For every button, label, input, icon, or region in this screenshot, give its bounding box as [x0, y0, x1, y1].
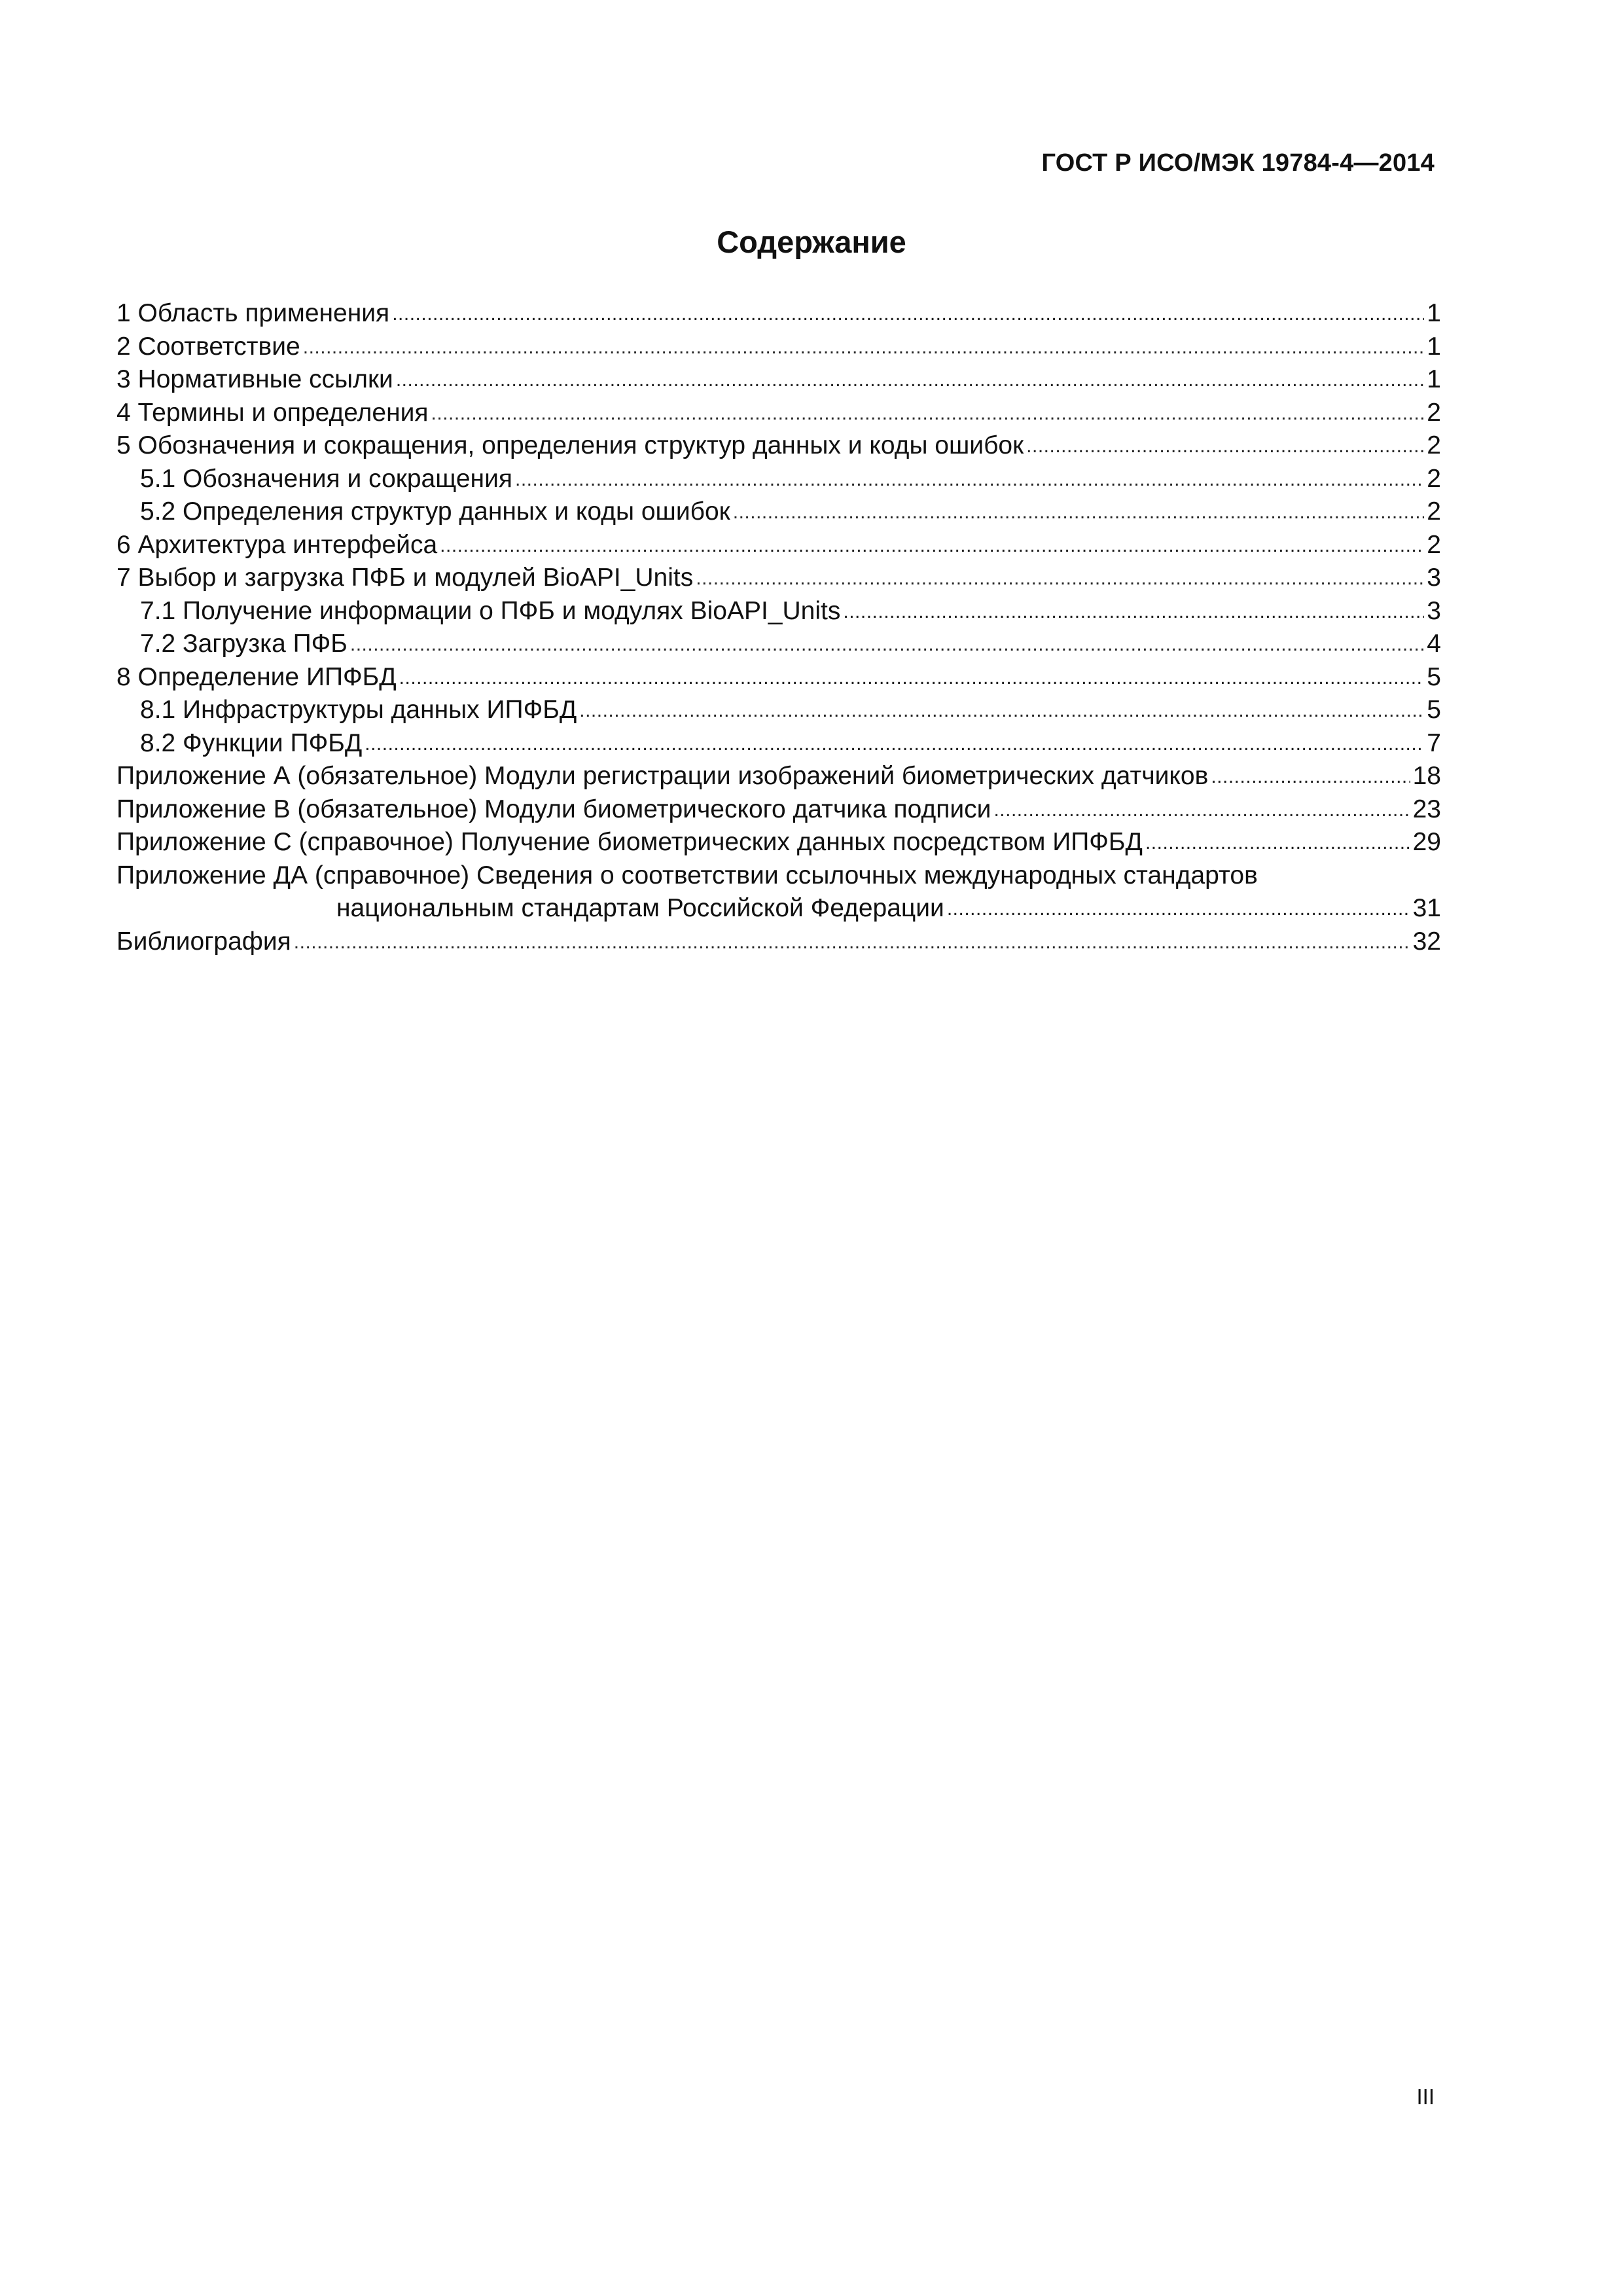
toc-entry-title: Приложение В (обязательное) Модули биометрического датчика подписи [116, 795, 991, 823]
toc-entry-title: 4 Термины и определения [116, 398, 429, 427]
dot-leader [399, 660, 1425, 695]
toc-entry[interactable] [116, 826, 1441, 859]
toc-entry-title: 8.2 Функции ПФБД [140, 728, 363, 757]
toc-entry-page: 4 [1427, 630, 1441, 658]
dot-leader [947, 891, 1410, 926]
toc-entry-page: 2 [1427, 530, 1441, 559]
toc-entry-title: 5.2 Определения структур данных и коды ошибок [140, 497, 730, 526]
toc-entry-title: Приложение А (обязательное) Модули регистрации изображений биометрических датчиков [116, 762, 1209, 790]
dot-leader [392, 296, 1424, 331]
toc-entry-page: 1 [1427, 299, 1441, 327]
dot-leader [733, 494, 1425, 529]
toc-entry-page: 32 [1412, 927, 1441, 956]
dot-leader [396, 362, 1424, 397]
toc-entry[interactable] [116, 397, 1441, 430]
toc-entry[interactable] [116, 628, 1441, 661]
toc-entry[interactable] [116, 297, 1441, 331]
toc-entry[interactable] [116, 495, 1441, 529]
toc-entry-page: 2 [1427, 398, 1441, 427]
dot-leader [365, 726, 1424, 761]
toc-entry-title: 7.1 Получение информации о ПФБ и модулях BioAPI_Units [140, 596, 841, 625]
toc-entry-page: 3 [1427, 596, 1441, 625]
dot-leader [431, 395, 1425, 431]
toc-entry[interactable] [116, 925, 1441, 959]
toc-entry-title: 2 Соответствие [116, 332, 300, 361]
toc-entry-title: 7 Выбор и загрузка ПФБ и модулей BioAPI_Units [116, 564, 694, 592]
toc-entry[interactable] [116, 363, 1441, 397]
toc-entry-title: 8 Определение ИПФБД [116, 662, 397, 691]
toc-entry-page: 23 [1412, 795, 1441, 823]
toc-entry-page: 1 [1427, 332, 1441, 361]
dot-leader [303, 329, 1425, 365]
dot-leader [843, 594, 1424, 629]
toc-entry-continuation[interactable] [116, 892, 1441, 925]
dot-leader [350, 626, 1424, 662]
dot-leader [696, 560, 1424, 596]
toc-entry-page: 1 [1427, 365, 1441, 393]
page-number: III [1416, 2085, 1435, 2109]
toc-entry-title: 6 Архитектура интерфейса [116, 530, 438, 559]
toc-entry-title: 7.2 Загрузка ПФБ [140, 630, 348, 658]
toc-entry-title: 5 Обозначения и сокращения, определения структур данных и коды ошибок [116, 431, 1024, 459]
toc-entry-page: 7 [1427, 728, 1441, 757]
document-id: ГОСТ Р ИСО/МЭК 19784-4—2014 [1041, 149, 1435, 177]
dot-leader [1026, 428, 1424, 463]
toc-title: Содержание [717, 224, 906, 259]
toc-entry-page: 5 [1427, 696, 1441, 724]
toc-entry-first-line[interactable] [116, 859, 1441, 893]
toc-entry[interactable] [116, 760, 1441, 793]
toc-entry-page: 2 [1427, 431, 1441, 459]
toc-entry[interactable] [116, 331, 1441, 364]
toc-entry-page: 2 [1427, 497, 1441, 526]
dot-leader [294, 924, 1410, 960]
toc-entry[interactable] [116, 793, 1441, 827]
toc-entry-title: 5.1 Обозначения и сокращения [140, 464, 512, 493]
toc-entry-title: 1 Область применения [116, 299, 390, 327]
toc-entry-title: Библиография [116, 927, 291, 956]
dot-leader [993, 792, 1410, 827]
toc-entry-page: 2 [1427, 464, 1441, 493]
dot-leader [440, 528, 1424, 563]
toc-entry[interactable] [116, 529, 1441, 562]
dot-leader [1145, 825, 1410, 860]
toc-entry-page: 3 [1427, 564, 1441, 592]
toc-entry[interactable] [116, 463, 1441, 496]
toc-entry-page: 31 [1412, 894, 1441, 922]
toc-entry-title: Приложение С (справочное) Получение биометрических данных посредством ИПФБД [116, 828, 1143, 856]
toc-entry-page: 18 [1412, 762, 1441, 790]
dot-leader [515, 461, 1424, 497]
toc-entry[interactable] [116, 429, 1441, 463]
toc-entry-page: 29 [1412, 828, 1441, 856]
toc-entry-page: 5 [1427, 662, 1441, 691]
dot-leader [579, 692, 1424, 728]
table-of-contents [116, 297, 1441, 958]
toc-entry[interactable] [116, 694, 1441, 727]
toc-entry[interactable] [116, 562, 1441, 595]
toc-entry-title: 3 Нормативные ссылки [116, 365, 393, 393]
toc-entry[interactable] [116, 727, 1441, 761]
toc-entry-title-continuation: национальным стандартам Российской Федерации [336, 894, 944, 922]
toc-entry-title: 8.1 Инфраструктуры данных ИПФБД [140, 696, 577, 724]
toc-entry-title: Приложение ДА (справочное) Сведения о соответствии ссылочных международных стандартов [116, 861, 1258, 889]
dot-leader [1211, 759, 1410, 794]
toc-entry[interactable] [116, 661, 1441, 694]
toc-entry[interactable] [116, 595, 1441, 628]
